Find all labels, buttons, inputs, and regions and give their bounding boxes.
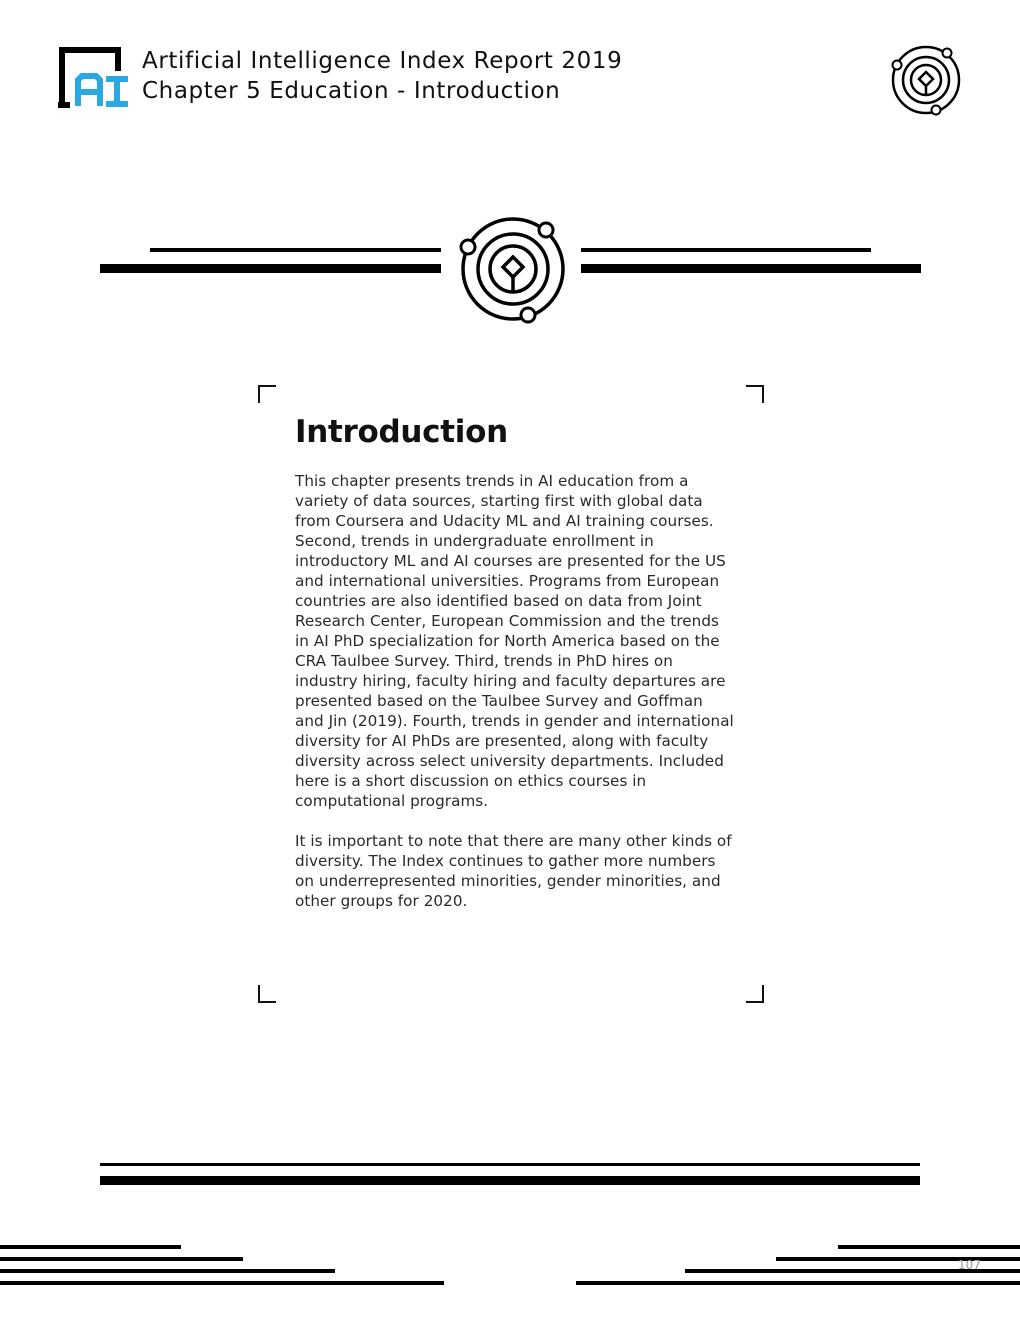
footer-stripe [776, 1257, 1020, 1261]
divider-line [100, 264, 441, 273]
divider-line [100, 1176, 920, 1185]
corner-bracket-top-left [258, 385, 276, 403]
corner-bracket-bottom-right [746, 985, 764, 1003]
footer-stripe [0, 1269, 335, 1273]
footer-stripe [0, 1257, 243, 1261]
intro-body [295, 471, 735, 931]
report-header [142, 46, 622, 106]
corner-bracket-bottom-left [258, 985, 276, 1003]
ai-index-logo-icon [58, 46, 130, 110]
footer-stripe [838, 1245, 1020, 1249]
footer-stripe [576, 1281, 1020, 1285]
divider-line [581, 264, 921, 273]
orbit-emblem-icon [456, 214, 568, 326]
page-number: 107 [958, 1258, 981, 1272]
corner-bracket-top-right [746, 385, 764, 403]
footer-stripe [0, 1281, 444, 1285]
divider-line [150, 248, 441, 252]
divider-line [100, 1163, 920, 1166]
footer-stripe [0, 1245, 181, 1249]
divider-line [581, 248, 871, 252]
chapter-title: Chapter 5 Education - Introduction [142, 78, 561, 104]
orbit-emblem-icon [888, 44, 962, 118]
intro-paragraph: This chapter presents trends in AI education from a variety of data sources, starting first with global data from Coursera and Udacity ML and AI training courses. Second, trends in undergraduate enrollment in introductory ML and AI courses are presented for the US and international universities. Programs from European countries are also identified based on data from Joint Research Center, European Commission and the trends in AI PhD specialization for North America based on the CRA Taulbee Survey. Third, trends in PhD hires on industry hiring, faculty hiring and faculty departures are presented based on the Taulbee Survey and Goffman and Jin (2019). Fourth, trends in gender and international diversity for AI PhDs are presented, along with faculty diversity across select university departments. Included here is a short discussion on ethics courses in computational programs. [295, 472, 734, 810]
report-title: Artificial Intelligence Index Report 2019 [142, 48, 623, 74]
section-heading: Introduction [295, 414, 508, 450]
intro-paragraph: It is important to note that there are many other kinds of diversity. The Index continues to gather more numbers on underrepresented minorities, gender minorities, and other groups for 2020. [295, 832, 732, 910]
